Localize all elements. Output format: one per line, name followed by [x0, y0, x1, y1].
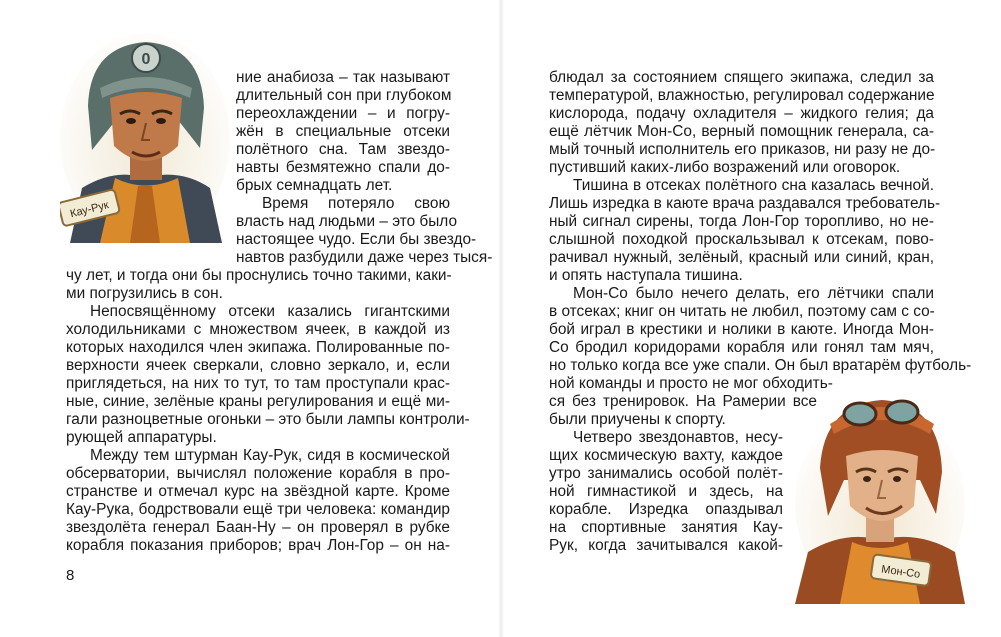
kau-ruk-badge-label: Кау-Рук: [68, 199, 110, 221]
left-text-line: холодильниками с множеством ячеек, в каждой из: [66, 321, 450, 338]
left-text-line: власть над людьми – это было: [236, 213, 458, 230]
right-text-line: мый точный исполнитель его приказов, ни разу не до-: [549, 141, 936, 158]
left-text-line: Время потеряло свою: [262, 195, 450, 212]
right-text-line: бой играл в крестики и нолики в каюте. Иногда Мон-: [549, 321, 934, 338]
left-text-line: приглядеться, на них то тут, то там проступали крас-: [66, 375, 450, 392]
right-text-line: Лишь изредка в каюте врача раздавался требователь-: [549, 195, 941, 212]
right-text-line: Со бродил коридорами корабля или гонял там мяч,: [549, 339, 934, 356]
right-text-line: пустивший каких-либо возражений или оговорок.: [549, 159, 901, 176]
left-text-line: переохлаждении – и погру-: [236, 105, 450, 122]
right-text-line: ся без тренировок. На Рамерии все: [549, 393, 817, 410]
left-text-line: настоящее чудо. Если бы звездо-: [236, 231, 477, 248]
left-text-line: ные, синие, зелёные краны регулирования и ещё ми-: [66, 393, 450, 410]
left-text-line: корабля показания приборов; врач Лон-Гор – он на-: [66, 537, 450, 554]
right-text-line: утро занимались особой полёт-: [549, 465, 783, 482]
left-text-line: Кау-Рука, бодрствовали ещё три человека: командир: [66, 501, 450, 518]
right-text-line: но только когда все уже спали. Он был вратарём футболь-: [549, 357, 972, 374]
right-text-line: рачивал нужный, зелёный, красный или синий, кран,: [549, 249, 934, 266]
right-text-line: Мон-Со было нечего делать, его лётчики спали: [573, 285, 934, 302]
right-text-line: на спортивные занятия Кау-: [549, 519, 783, 536]
left-text-line: чу лет, и тогда они бы проснулись точно такими, каки-: [66, 267, 452, 284]
left-text-line: брых семнадцать лет.: [236, 177, 393, 194]
left-text-line: навтов разбудили даже через тыся-: [236, 249, 493, 266]
kau-ruk-portrait: [60, 28, 230, 243]
left-text-line: странстве и отмечал курс на звёздной карте. Кроме: [66, 483, 450, 500]
right-text-line: были приучены к спорту.: [549, 411, 726, 428]
right-text-line: Тишина в отсеках полётного сна казалась вечной.: [573, 177, 934, 194]
left-text-line: обсерватории, вычислял положение корабля в про-: [66, 465, 450, 482]
svg-text:0: 0: [141, 51, 151, 68]
right-text-line: и опять наступала тишина.: [549, 267, 743, 284]
right-text-line: Четверо звездонавтов, несу-: [573, 429, 783, 446]
left-text-line: гали разноцветные огоньки – это были лампы контроли-: [66, 411, 470, 428]
left-text-line: рующей аппаратуры.: [66, 429, 217, 446]
right-text-line: ный сигнал сирены, тогда Лон-Гор торопливо, но не-: [549, 213, 934, 230]
right-text-line: в отсеках; книг он читать не любил, поэтому сам с со-: [549, 303, 935, 320]
right-text-line: щих космическую вахту, каждое: [549, 447, 783, 464]
left-text-line: длительный сон при глубоком: [236, 87, 452, 104]
mon-so-portrait: [790, 384, 965, 604]
right-text-line: ещё лётчик Мон-Со, верный помощник генерала, са-: [549, 123, 934, 140]
page-gutter: [498, 0, 504, 637]
left-text-line: ние анабиоза – так называют: [236, 69, 450, 86]
left-text-line: жён в специальные отсеки: [236, 123, 450, 140]
left-text-line: Между тем штурман Кау-Рук, сидя в космической: [90, 447, 450, 464]
left-text-line: Непосвящённому отсеки казались гигантскими: [90, 303, 450, 320]
right-text-line: ной команды и просто не мог обходить-: [549, 375, 833, 392]
left-text-line: полётного сна. Там звездо-: [236, 141, 450, 158]
right-text-line: Рук, когда зачитывался какой-: [549, 537, 783, 554]
left-text-line: ми погрузились в сон.: [66, 285, 223, 302]
left-text-line: верхности ячеек сверкали, словно зеркало, и, если: [66, 357, 450, 374]
right-text-line: блюдал за состоянием спящего экипажа, следил за: [549, 69, 934, 86]
right-text-line: ной гимнастикой и здесь, на: [549, 483, 783, 500]
left-text-line: навты безмятежно спали до-: [236, 159, 450, 176]
right-text-line: кислорода, подачу охладителя – жидкого гелия; да: [549, 105, 934, 122]
right-text-line: слышной походкой проскальзывал к отсекам, пово-: [549, 231, 934, 248]
right-text-line: температурой, влажностью, регулировал содержание: [549, 87, 935, 104]
mon-so-badge-label: Мон-Со: [880, 563, 921, 581]
left-text-line: которых находился член экипажа. Полированные по-: [66, 339, 450, 356]
right-text-line: корабле. Изредка опаздывал: [549, 501, 783, 518]
left-text-line: звездолёта генерал Баан-Ну – он проверял в рубке: [66, 519, 450, 536]
page-number: 8: [66, 567, 75, 584]
